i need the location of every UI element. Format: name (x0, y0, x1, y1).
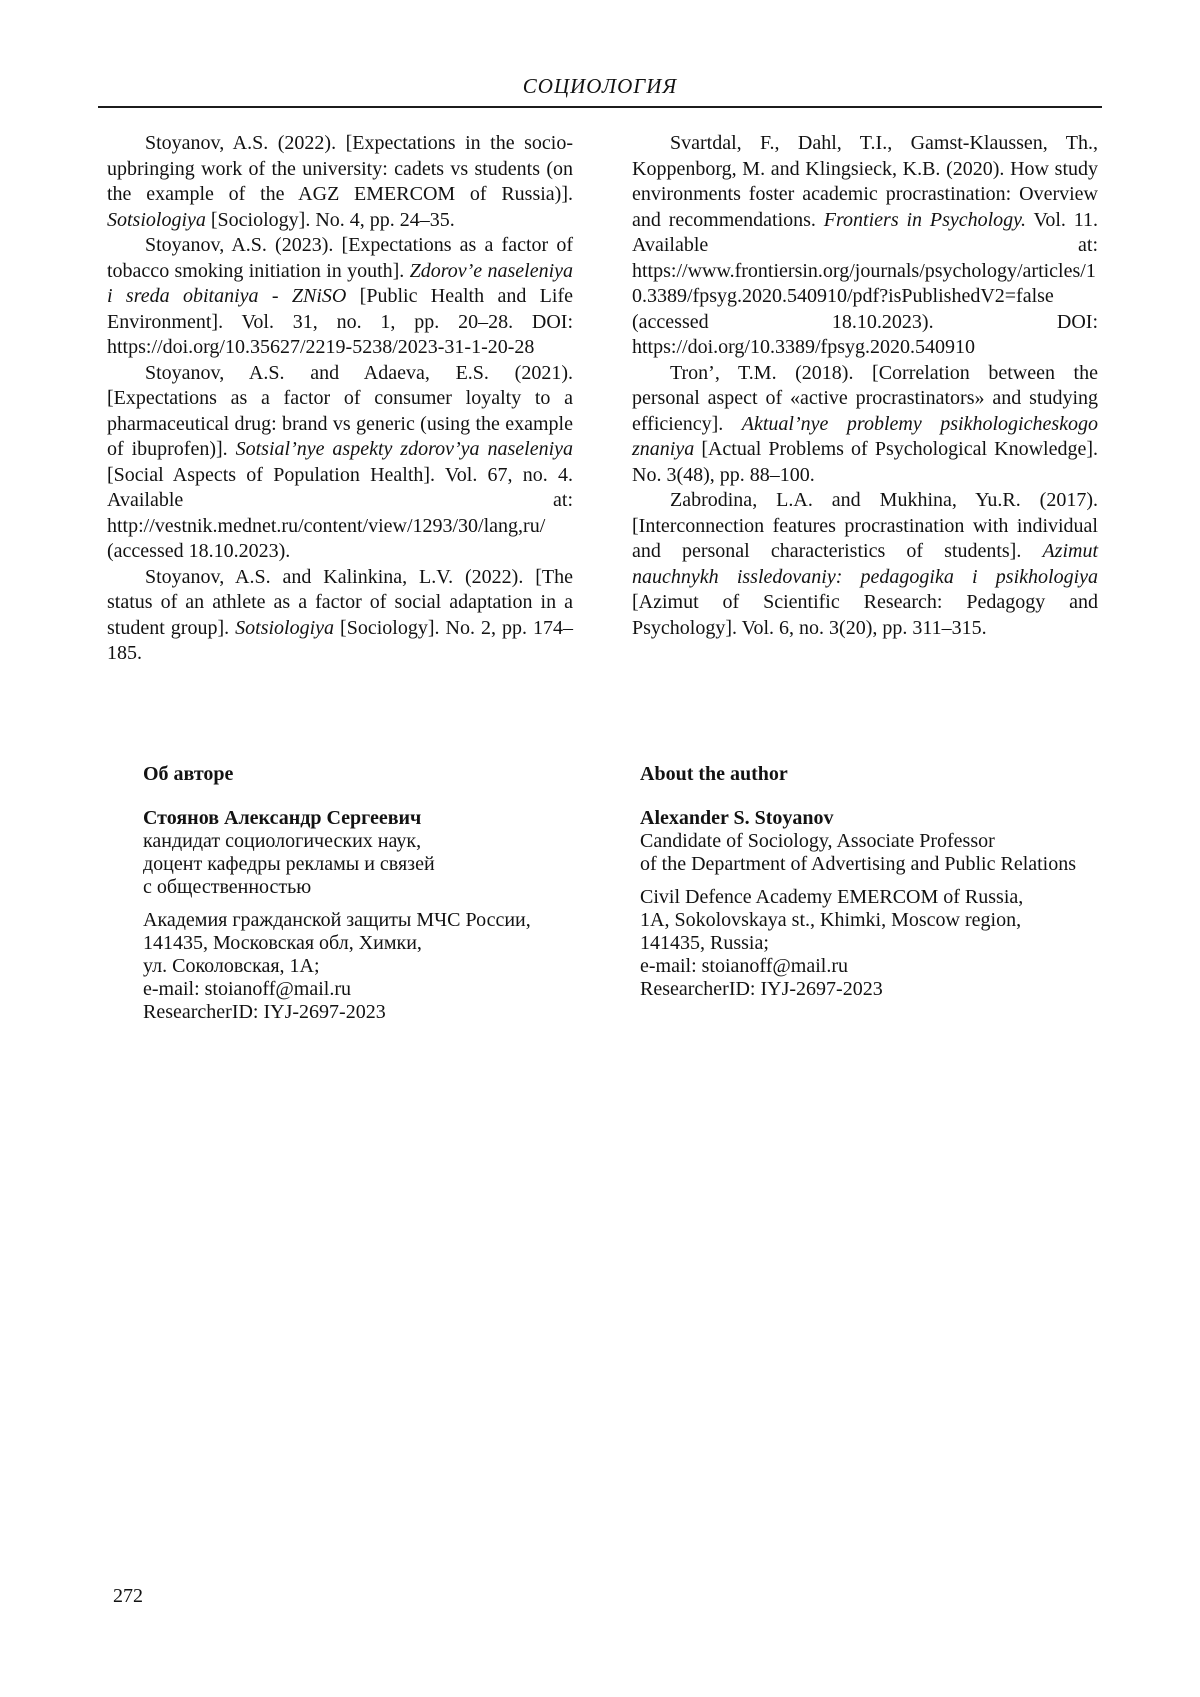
reference-entry: Stoyanov, A.S. and Kalinkina, L.V. (2022). [The status of an athlete as a factor of social adaptation in a student group]. Sotsiologiya [Sociology]. No. 2, pp. 174–185. (107, 565, 573, 664)
author-affiliation-block (640, 886, 1115, 1001)
reference-entry: Svartdal, F., Dahl, T.I., Gamst-Klaussen, Th., Koppenborg, M. and Klingsieck, K.B. (2020). How study environments foster academic procrastination: Overview and recommendations. Frontiers in Psychology. Vol. 11. Available at: https://www.frontiersin.org/journals/psychology/articles/10.3389/fpsyg.2020.540910/pdf?isPublishedV2=false (accessed 18.10.2023). DOI: https://doi.org/10.3389/fpsyg.2020.540910 (632, 132, 1098, 358)
author-role-line: кандидат социологических наук, (143, 830, 422, 852)
author-affiliation-line: 141435, Московская обл, Химки, (143, 932, 422, 954)
reference-entry: Tron’, T.M. (2018). [Correlation between the personal aspect of «active procrastinators» and studying efficiency]. Aktual’nye problemy psikhologicheskogo znaniya [Actual Problems of Psychological Knowledge]. No. 3(48), pp. 88–100. (632, 361, 1098, 486)
author-affiliation-line: e-mail: stoianoff@mail.ru (143, 978, 351, 1000)
references-column-right (632, 131, 1098, 641)
author-affiliation-line: e-mail: stoianoff@mail.ru (640, 955, 848, 977)
header-rule (98, 106, 1102, 108)
references-column-left (107, 131, 573, 667)
reference-entry: Stoyanov, A.S. and Adaeva, E.S. (2021). [Expectations as a factor of consumer loyalty to a pharmaceutical drug: brand vs generic (using the example of ibuprofen)]. Sotsial’nye aspekty zdorov’ya naseleniya [Social Aspects of Population Health]. Vol. 67, no. 4. Available at: http://vestnik.mednet.ru/content/view/1293/30/lang,ru/ (accessed 18.10.2023). (107, 361, 574, 562)
reference-url: https://doi.org/10.3389/fpsyg.2020.540910 (632, 336, 975, 358)
author-role-line: с общественностью (143, 876, 312, 898)
author-affiliation-line: ResearcherID: IYJ-2697-2023 (143, 1001, 386, 1023)
author-affiliation-line: ResearcherID: IYJ-2697-2023 (640, 978, 883, 1000)
author-affiliation-line: Civil Defence Academy EMERCOM of Russia, (640, 886, 1024, 908)
about-author-section-en (640, 763, 1115, 1001)
author-affiliation-line: 1A, Sokolovskaya st., Khimki, Moscow region, (640, 909, 1022, 931)
about-heading: Об авторе (143, 763, 234, 785)
author-affiliation-block (143, 909, 598, 1024)
section-title: СОЦИОЛОГИЯ (522, 74, 678, 98)
reference-entry: Stoyanov, A.S. (2022). [Expectations in the socio-upbringing work of the university: cadets vs students (on the example of the AGZ EMERCOM of Russia)]. Sotsiologiya [Sociology]. No. 4, pp. 24–35. (107, 132, 573, 231)
reference-url: https://doi.org/10.35627/2219-5238/2023-31-1-20-28 (107, 336, 535, 358)
about-heading: About the author (640, 763, 788, 785)
author-identity-block (640, 807, 1115, 876)
author-identity-block (143, 807, 598, 899)
reference-entry: Stoyanov, A.S. (2023). [Expectations as a factor of tobacco smoking initiation in youth]. Zdorov’e naseleniya i sreda obitaniya - ZNiSO [Public Health and Life Environment]. Vol. 31, no. 1, pp. 20–28. DOI: https://doi.org/10.35627/2219-5238/2023-31-1-20-28 (107, 234, 574, 358)
author-role-line: Candidate of Sociology, Associate Professor (640, 830, 995, 852)
author-affiliation-line: 141435, Russia; (640, 932, 769, 954)
author-affiliation-line: Академия гражданской защиты МЧС России, (143, 909, 531, 931)
author-name: Alexander S. Stoyanov (640, 807, 834, 829)
author-affiliation-line: ул. Соколовская, 1А; (143, 955, 320, 977)
page-number: 272 (113, 1585, 143, 1607)
reference-url: https://www.frontiersin.org/journals/psychology/articles/10.3389/fpsyg.2020.540910/pdf?isPublishedV2=false (632, 259, 1096, 307)
reference-entry: Zabrodina, L.A. and Mukhina, Yu.R. (2017). [Interconnection features procrastination with individual and personal characteristics of students]. Azimut nauchnykh issledovaniy: pedagogika i psikhologiya [Azimut of Scientific Research: Pedagogy and Psychology]. Vol. 6, no. 3(20), pp. 311–315. (632, 489, 1098, 639)
reference-url: http://vestnik.mednet.ru/content/view/1293/30/lang,ru/ (107, 514, 546, 537)
about-author-section-ru (143, 763, 598, 1024)
author-name: Стоянов Александр Сергеевич (143, 807, 422, 829)
author-role-line: of the Department of Advertising and Public Relations (640, 853, 1077, 875)
author-role-line: доцент кафедры рекламы и связей (143, 853, 435, 875)
